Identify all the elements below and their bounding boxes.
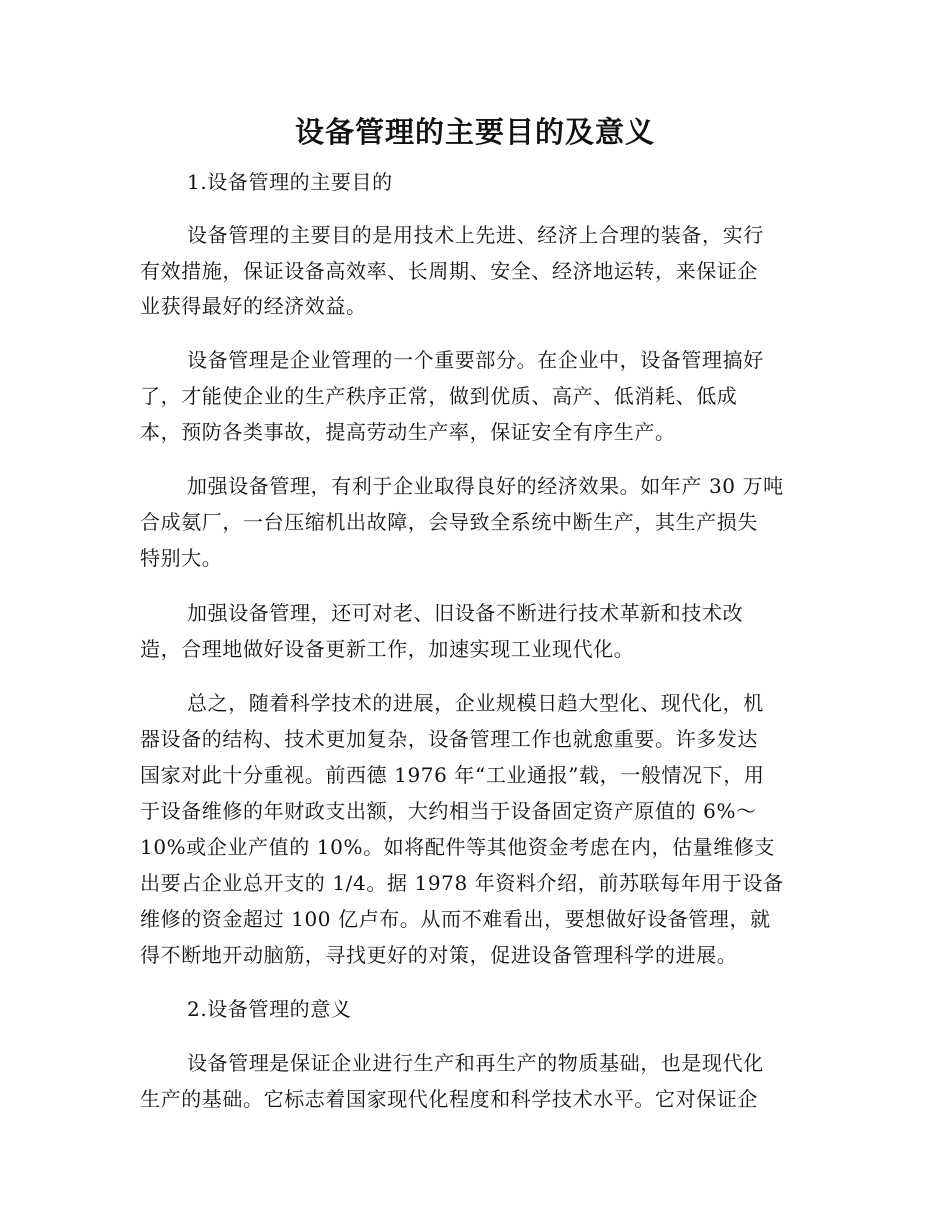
paragraph-1-line-2: 有效措施，保证设备高效率、长周期、安全、经济地运转，来保证企 bbox=[140, 259, 758, 283]
paragraph-5-line-5: 10%或企业产值的 10%。如将配件等其他资金考虑在内，估量维修支 bbox=[140, 835, 776, 859]
paragraph-3-line-1: 加强设备管理，有利于企业取得良好的经济效果。如年产 30 万吨 bbox=[187, 474, 784, 498]
paragraph-4-line-1: 加强设备管理，还可对老、旧设备不断进行技术革新和技术改 bbox=[187, 601, 744, 625]
paragraph-6-line-1: 设备管理是保证企业进行生产和再生产的物质基础，也是现代化 bbox=[187, 1051, 764, 1075]
paragraph-5-line-7: 维修的资金超过 100 亿卢布。从而不难看出，要想做好设备管理，就 bbox=[140, 907, 771, 931]
paragraph-2-line-1: 设备管理是企业管理的一个重要部分。在企业中，设备管理搞好 bbox=[187, 348, 764, 372]
paragraph-5-line-1: 总之，随着科学技术的进展，企业规模日趋大型化、现代化，机 bbox=[187, 691, 764, 715]
paragraph-2-line-2: 了，才能使企业的生产秩序正常，做到优质、高产、低消耗、低成 bbox=[140, 384, 738, 408]
paragraph-6-line-2: 生产的基础。它标志着国家现代化程度和科学技术水平。它对保证企 bbox=[140, 1087, 758, 1111]
paragraph-1-line-1: 设备管理的主要目的是用技术上先进、经济上合理的装备，实行 bbox=[187, 223, 764, 247]
paragraph-5-line-6: 出要占企业总开支的 1/4。据 1978 年资料介绍，前苏联每年用于设备 bbox=[140, 871, 784, 895]
paragraph-4-line-2: 造，合理地做好设备更新工作，加速实现工业现代化。 bbox=[140, 637, 635, 661]
paragraph-5-line-3: 国家对此十分重视。前西德 1976 年“工业通报”载，一般情况下，用 bbox=[140, 763, 765, 787]
paragraph-2-line-3: 本，预防各类事故，提高劳动生产率，保证安全有序生产。 bbox=[140, 420, 676, 444]
paragraph-3-line-2: 合成氨厂，一台压缩机出故障，会导致全系统中断生产，其生产损失 bbox=[140, 510, 758, 534]
paragraph-5-line-8: 得不断地开动脑筋，寻找更好的对策，促进设备管理科学的进展。 bbox=[140, 943, 738, 967]
paragraph-5-line-4: 于设备维修的年财政支出额，大约相当于设备固定资产原值的 6%～ bbox=[140, 799, 757, 823]
section-heading-1: 1.设备管理的主要目的 bbox=[187, 170, 393, 194]
document-title: 设备管理的主要目的及意义 bbox=[294, 115, 655, 149]
paragraph-5-line-2: 器设备的结构、技术更加复杂，设备管理工作也就愈重要。许多发达 bbox=[140, 727, 758, 751]
paragraph-3-line-3: 特别大。 bbox=[140, 546, 223, 570]
section-heading-2: 2.设备管理的意义 bbox=[187, 997, 352, 1021]
paragraph-1-line-3: 业获得最好的经济效益。 bbox=[140, 294, 367, 318]
